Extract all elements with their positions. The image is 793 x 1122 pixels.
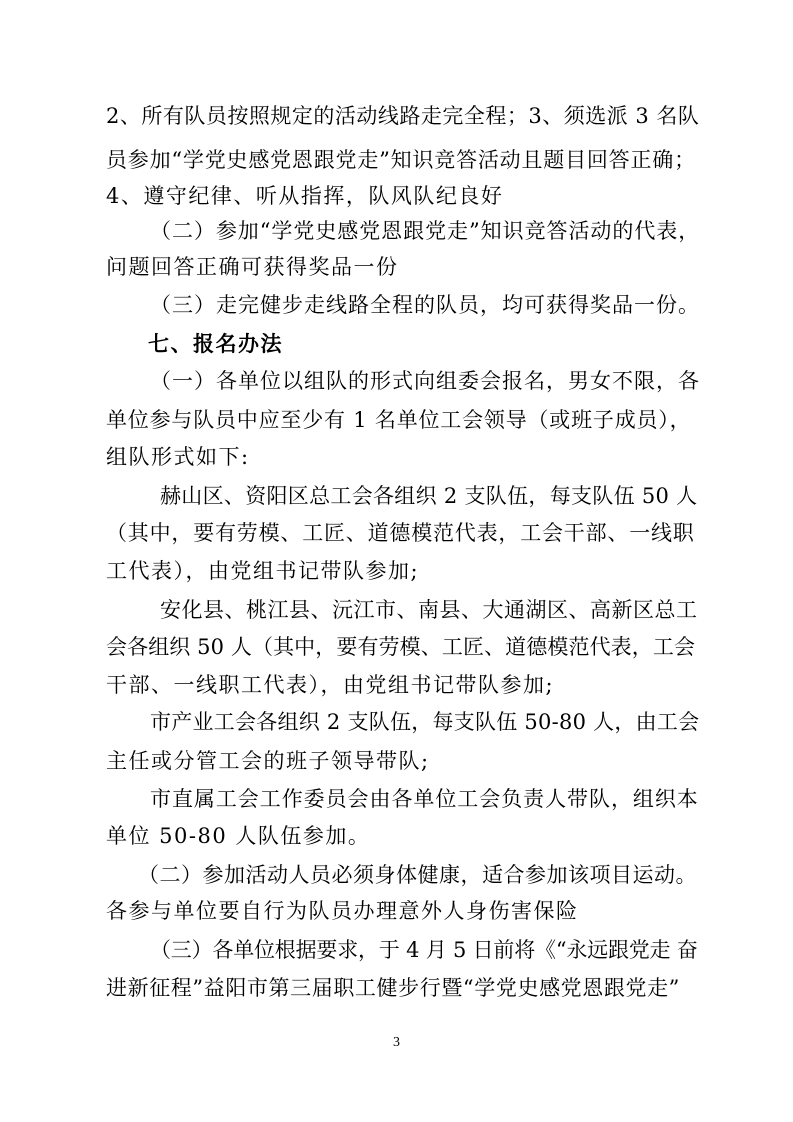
text-line: 主任或分管工会的班子领导带队;	[106, 749, 430, 773]
page-number: 3	[393, 1035, 400, 1050]
text-line: （其中，要有劳模、工匠、道德模范代表，工会干部、一线职	[106, 521, 695, 545]
text-line: 进新征程”益阳市第三届职工健步行暨“学党史感党恩跟党走”	[106, 976, 681, 1000]
text-line: 单位 50-80 人队伍参加。	[106, 824, 371, 848]
text-line: 市直属工会工作委员会由各单位工会负责人带队，组织本	[150, 787, 699, 811]
text-line: 安化县、桃江县、沅江市、南县、大通湖区、高新区总工	[160, 598, 698, 622]
text-line: 赫山区、资阳区总工会各组织 2 支队伍，每支队伍 50 人	[160, 484, 698, 508]
text-line: 员参加“学党史感党恩跟党走”知识竞答活动且题目回答正确；	[106, 148, 696, 172]
text-line: 单位参与队员中应至少有 1 名单位工会领导（或班子成员），	[106, 408, 692, 432]
text-line: 2、所有队员按照规定的活动线路走完全程；3、须选派 3 名队	[106, 104, 700, 128]
text-line: （一）各单位以组队的形式向组委会报名，男女不限，各	[150, 369, 700, 393]
text-line: 市产业工会各组织 2 支队伍，每支队伍 50-80 人，由工会	[150, 710, 700, 734]
text-line: 组队形式如下:	[106, 445, 250, 469]
text-line: 4、遵守纪律、听从指挥，队风队纪良好	[106, 184, 504, 208]
text-line: （三）各单位根据要求，于 4 月 5 日前将《“永远跟党走 奋	[150, 938, 698, 962]
text-line: （三）走完健步走线路全程的队员，均可获得奖品一份。	[150, 293, 700, 317]
text-line: 问题回答正确可获得奖品一份	[106, 255, 399, 279]
text-line: （二）参加活动人员必须身体健康，适合参加该项目运动。	[138, 863, 697, 887]
text-line: 会各组织 50 人（其中，要有劳模、工匠、道德模范代表，工会	[106, 635, 696, 659]
text-line: 干部、一线职工代表），由党组书记带队参加;	[106, 673, 555, 697]
section-heading: 七、报名办法	[148, 331, 283, 356]
text-line: （二）参加“学党史感党恩跟党走”知识竞答活动的代表，	[150, 219, 701, 243]
text-line: 各参与单位要自行为队员办理意外人身伤害保险	[106, 899, 579, 923]
text-line: 工代表），由党组书记带队参加;	[106, 559, 420, 583]
